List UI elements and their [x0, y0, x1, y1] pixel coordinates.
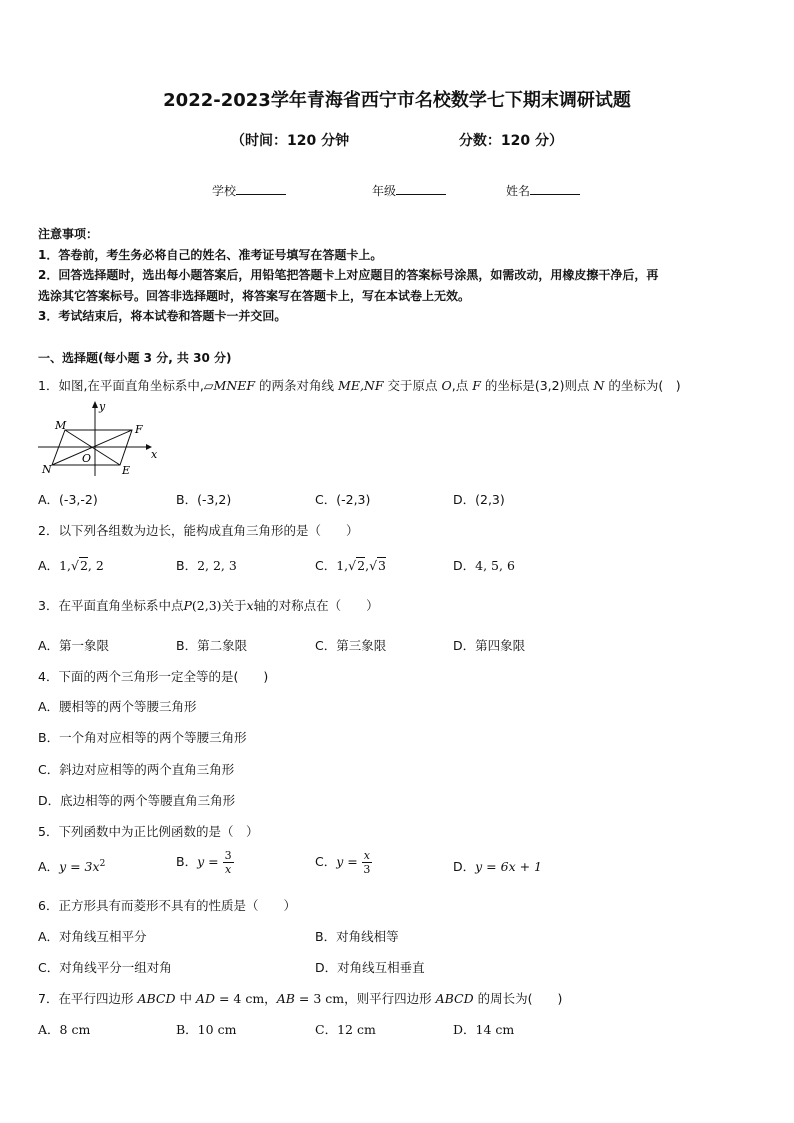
question-5: 5．下列函数中为正比例函数的是（ ）: [38, 824, 259, 839]
q5-c-lhs: y =: [336, 854, 358, 869]
q7-text: 的周长为( ): [473, 991, 563, 1006]
question-2: 2．以下列各组数为边长，能构成直角三角形的是（ ）: [38, 523, 359, 538]
option-letter: C．: [315, 558, 337, 573]
q5-c-denominator: 3: [363, 863, 371, 876]
q2-a-value: 1,: [59, 558, 71, 573]
q7-text: 中: [175, 991, 196, 1006]
time-label: （时间：120 分钟: [231, 133, 350, 149]
label-n: N: [42, 463, 52, 476]
exam-title: 2022-2023学年青海省西宁市名校数学七下期末调研试题: [163, 90, 631, 111]
option-letter: A．: [38, 558, 60, 573]
q3-option-a[interactable]: A．第一象限: [38, 638, 110, 653]
q1-text: ME,NF: [338, 378, 384, 393]
q1-option-b[interactable]: B．(-3,2): [176, 492, 232, 507]
q4-option-d[interactable]: D．底边相等的两个等腰直角三角形: [38, 793, 236, 808]
q1-option-a[interactable]: A．(-3,-2): [38, 492, 98, 507]
label-x: x: [151, 448, 158, 461]
q1-text: 交于原点: [383, 378, 442, 393]
section-heading: 一、选择题(每小题 3 分, 共 30 分): [38, 351, 232, 365]
name-label: 姓名: [506, 184, 531, 198]
q3-option-c[interactable]: C．第三象限: [315, 638, 387, 653]
question-3: [38, 596, 379, 614]
option-letter: C．: [315, 854, 337, 869]
q1-text: 的坐标是(3,2)则点: [480, 378, 594, 393]
q5-c-numerator: x: [363, 849, 370, 862]
q6-option-b[interactable]: B．对角线相等: [315, 929, 399, 944]
q7-shape: ABCD: [435, 991, 474, 1006]
label-e: E: [122, 464, 131, 476]
q2-c-separator: ,: [365, 558, 370, 573]
label-o: O: [82, 452, 92, 465]
q5-option-c[interactable]: [315, 849, 372, 876]
q7-shape: ABCD: [137, 991, 176, 1006]
q5-a-expression: y = 3x: [59, 859, 100, 874]
notes-item-2b: 选涂其它答案标号。回答非选择题时，将答案写在答题卡上，写在本试卷上无效。: [38, 288, 471, 303]
q1-text: 的坐标为( ): [604, 378, 681, 393]
option-letter: B．: [176, 558, 198, 573]
q3-text: 关于: [221, 598, 247, 613]
q7-side: AB: [276, 991, 295, 1006]
option-letter: D．: [453, 859, 476, 874]
q4-option-c[interactable]: C．斜边对应相等的两个直角三角形: [38, 762, 235, 777]
label-y: y: [99, 400, 106, 413]
school-field[interactable]: [212, 182, 286, 199]
question-7: [38, 989, 562, 1007]
q3-axis: x: [246, 598, 254, 613]
q1-text: N: [593, 378, 605, 393]
notes-heading: 注意事项：: [38, 227, 99, 241]
q7-side: AD: [195, 991, 215, 1006]
q1-text: 的两条对角线: [255, 378, 339, 393]
q3-point: P: [183, 598, 192, 613]
q2-c-value: 1,: [336, 558, 349, 573]
question-6: 6．正方形具有而菱形不具有的性质是（ ）: [38, 898, 296, 913]
q5-a-exponent: 2: [99, 858, 106, 869]
q3-coordinates: (2,3): [191, 598, 222, 613]
q5-b-lhs: y =: [197, 854, 219, 869]
school-label: 学校: [212, 184, 237, 198]
option-letter: D．: [453, 558, 476, 573]
q7-option-c[interactable]: C．12 cm: [315, 1022, 376, 1037]
q5-b-fraction: [223, 849, 234, 876]
q7-option-b[interactable]: B．10 cm: [176, 1022, 237, 1037]
q2-option-c[interactable]: C．1,√2,√3: [315, 558, 386, 573]
parallelogram-figure: [38, 400, 163, 476]
y-axis-arrow: [92, 401, 98, 408]
q3-option-d[interactable]: D．第四象限: [453, 638, 526, 653]
q3-text: 3．在平面直角坐标系中点: [38, 598, 184, 613]
q7-text: = 4 cm，: [214, 991, 277, 1006]
notes-item-2a: 2．回答选择题时，选出每小题答案后，用铅笔把答题卡上对应题目的答案标号涂黑，如需改动，用橡皮擦干净后，再: [38, 268, 659, 282]
label-m: M: [55, 419, 67, 432]
q6-option-c[interactable]: C．对角线平分一组对角: [38, 960, 172, 975]
q7-option-a[interactable]: A．8 cm: [38, 1022, 91, 1037]
question-4: 4．下面的两个三角形一定全等的是( ): [38, 669, 269, 684]
q5-option-a[interactable]: [38, 857, 105, 875]
q7-option-d[interactable]: D．14 cm: [453, 1022, 515, 1037]
q6-option-d[interactable]: D．对角线互相垂直: [315, 960, 425, 975]
q1-text: 1．如图,在平面直角坐标系中,▱: [38, 378, 214, 393]
q2-d-value: 4, 5, 6: [475, 558, 515, 573]
option-letter: B．: [176, 854, 198, 869]
q6-option-a[interactable]: A．对角线互相平分: [38, 929, 147, 944]
score-label: 分数：120 分）: [458, 133, 563, 149]
label-f: F: [135, 423, 143, 436]
q3-text: 轴的对称点在（ ）: [253, 598, 379, 613]
q5-option-d[interactable]: [453, 857, 542, 875]
option-letter: A．: [38, 859, 60, 874]
q1-option-c[interactable]: C．(-2,3): [315, 492, 371, 507]
q2-b-value: 2, 2, 3: [197, 558, 237, 573]
q7-text: 7．在平行四边形: [38, 991, 138, 1006]
q2-a-radicand: 2: [79, 558, 88, 573]
question-1: [38, 376, 681, 394]
grade-label: 年级: [372, 184, 397, 198]
q3-option-b[interactable]: B．第二象限: [176, 638, 248, 653]
q2-a-value: , 2: [87, 558, 104, 573]
q2-option-d[interactable]: [453, 556, 515, 574]
q5-b-denominator: x: [224, 863, 232, 876]
notes-block: [38, 224, 758, 327]
q2-c-radicand: 2: [357, 558, 366, 573]
q5-b-numerator: 3: [224, 849, 232, 862]
q2-option-a[interactable]: A．1,√2, 2: [38, 558, 104, 573]
grade-field[interactable]: [372, 182, 446, 199]
exam-meta: [0, 130, 794, 150]
q1-text: O: [441, 378, 452, 393]
q1-text: F: [472, 378, 481, 393]
q1-text: ,点: [451, 378, 473, 393]
q5-c-fraction: [362, 849, 372, 876]
q2-option-b[interactable]: [176, 556, 237, 574]
notes-item-3: 3．考试结束后，将本试卷和答题卡一并交回。: [38, 309, 287, 323]
q4-option-a[interactable]: A．腰相等的两个等腰三角形: [38, 699, 197, 714]
notes-item-1: 1．答卷前，考生务必将自己的姓名、准考证号填写在答题卡上。: [38, 247, 383, 262]
name-field[interactable]: [506, 182, 580, 199]
q1-option-d[interactable]: D．(2,3): [453, 492, 505, 507]
q7-text: = 3 cm，则平行四边形: [294, 991, 436, 1006]
q5-option-b[interactable]: [176, 849, 234, 876]
q1-text: MNEF: [213, 378, 256, 393]
q4-option-b[interactable]: B．一个角对应相等的两个等腰三角形: [38, 730, 247, 745]
q2-c-radicand: 3: [378, 558, 386, 573]
q5-d-expression: y = 6x + 1: [475, 859, 542, 874]
